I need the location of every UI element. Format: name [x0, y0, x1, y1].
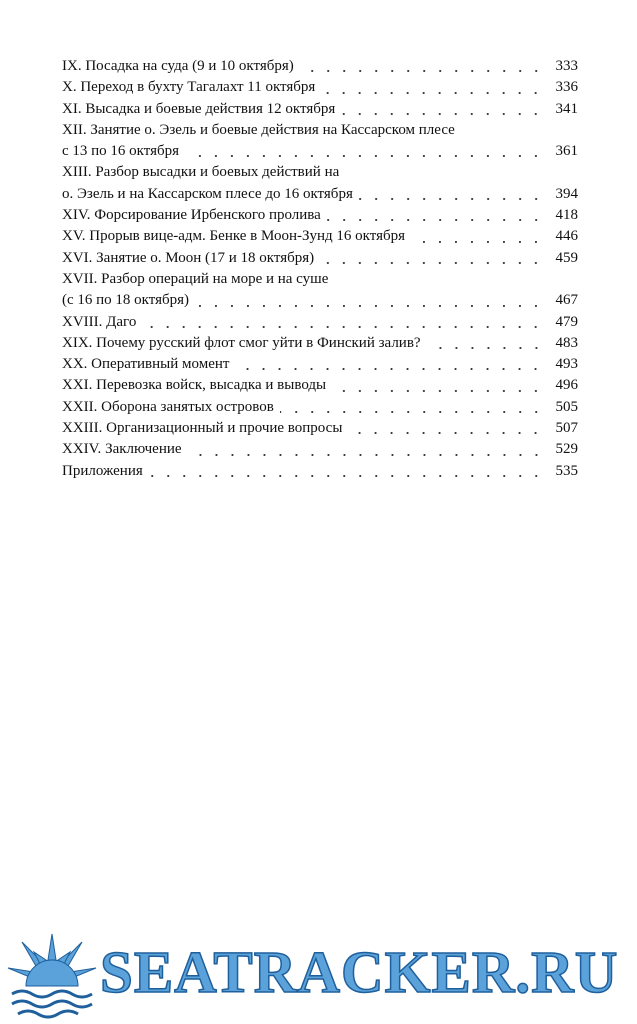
toc-entry-text: Перевозка войск, высадка и выводы — [96, 377, 327, 394]
toc-page-number: 535 — [555, 462, 578, 479]
dot-leader — [235, 368, 544, 370]
toc-entry — [62, 461, 578, 482]
toc-entry — [62, 99, 578, 120]
toc-entry-text: Занятие о. Эзель и боевые действия на Кассарском плесе — [90, 121, 455, 138]
dot-leader — [321, 92, 544, 94]
toc-entry-title — [62, 375, 550, 396]
toc-page-number: 505 — [555, 398, 578, 415]
toc-entry — [62, 375, 578, 396]
dot-leader — [411, 241, 544, 243]
toc-entry-text-continued: о. Эзель и на Кассарском плесе до 16 октября — [62, 185, 353, 202]
toc-entry — [62, 226, 578, 247]
toc-entry-text: Форсирование Ирбенского пролива — [94, 207, 321, 224]
toc-entry-text: Почему русский флот смог уйти в Финский залив? — [96, 334, 421, 351]
toc-entry — [62, 333, 578, 354]
toc-page-number: 496 — [555, 377, 578, 394]
toc-entry-title — [62, 56, 550, 77]
toc-entry — [62, 354, 578, 375]
toc-page-number: 361 — [555, 143, 578, 160]
toc-entry-text: Приложения — [62, 462, 143, 479]
toc-entry-number: XV. — [62, 228, 86, 245]
toc-page-number: 507 — [555, 420, 578, 437]
dot-leader — [149, 475, 544, 477]
toc-page-number: 479 — [555, 313, 578, 330]
dot-leader — [359, 198, 544, 200]
dot-leader — [332, 390, 544, 392]
toc-page-number: 529 — [555, 441, 578, 458]
toc-page-number: 394 — [555, 185, 578, 202]
toc-entry-title — [62, 77, 550, 98]
toc-entry-number: XIX. — [62, 334, 93, 351]
toc-page-number: 418 — [555, 207, 578, 224]
toc-entry-title — [62, 333, 550, 354]
toc-entry-text-continued: (с 16 по 18 октября) — [62, 292, 190, 309]
toc-entry-text: Занятие о. Моон (17 и 18 октября) — [96, 249, 315, 266]
toc-page-number: 341 — [555, 100, 578, 117]
toc-entry-title — [62, 439, 550, 460]
toc-entry — [62, 312, 578, 333]
toc-entry-number: XVIII. — [62, 313, 103, 330]
sun-sea-icon — [4, 930, 100, 1022]
toc-entry-number: X. — [62, 79, 77, 96]
watermark-text: SEATRACKER.RU — [100, 939, 619, 1005]
toc-entry-text: Высадка и боевые действия 12 октября — [85, 100, 336, 117]
toc-page-number: 333 — [555, 58, 578, 74]
dot-leader — [341, 113, 544, 115]
dot-leader — [327, 219, 544, 221]
toc-page-number: 493 — [555, 356, 578, 373]
toc-entry-title — [62, 248, 550, 269]
toc-entry-title — [62, 269, 550, 312]
toc-entry-title — [62, 418, 550, 439]
toc-entry-title — [62, 205, 550, 226]
toc-entry-number: XII. — [62, 121, 87, 138]
toc-entry — [62, 418, 578, 439]
toc-entry-text: Разбор высадки и боевых действий на — [95, 164, 340, 181]
toc-entry — [62, 56, 578, 77]
dot-leader — [300, 70, 544, 72]
toc-entry-text: Разбор операций на море и на суше — [101, 270, 329, 287]
toc-entry — [62, 439, 578, 460]
toc-entry-text: Оперативный момент — [91, 356, 230, 373]
toc-entry-title — [62, 397, 550, 418]
toc-page-number: 446 — [555, 228, 578, 245]
watermark — [0, 924, 637, 1024]
toc-entry — [62, 162, 578, 205]
toc-entry-title — [62, 120, 550, 163]
dot-leader — [188, 454, 544, 456]
toc-entry-number: XI. — [62, 100, 82, 117]
toc-entry-text: Даго — [106, 313, 137, 330]
toc-entry-text: Посадка на суда (9 и 10 октября) — [85, 58, 294, 74]
toc-page-number: 467 — [555, 292, 578, 309]
toc-page-number: 483 — [555, 334, 578, 351]
toc-entry — [62, 248, 578, 269]
toc-entry-title — [62, 226, 550, 247]
toc-entry — [62, 269, 578, 312]
toc-entry-text: Заключение — [105, 441, 182, 458]
dot-leader — [142, 326, 544, 328]
dot-leader — [195, 305, 544, 307]
toc-entry-number: XXIV. — [62, 441, 102, 458]
toc-entry-title — [62, 354, 550, 375]
toc-entry-text: Организационный и прочие вопросы — [106, 420, 343, 437]
toc-entry-title — [62, 99, 550, 120]
dot-leader — [185, 155, 544, 157]
dot-leader — [427, 347, 544, 349]
dot-leader — [280, 411, 544, 413]
toc-entry-number: XIII. — [62, 164, 92, 181]
toc-entry-text: Прорыв вице-адм. Бенке в Моон-Зунд 16 октября — [89, 228, 406, 245]
dot-leader — [320, 262, 544, 264]
toc-entry-number: XXIII. — [62, 420, 103, 437]
table-of-contents — [62, 56, 578, 482]
toc-entry-text: Оборона занятых островов — [101, 398, 274, 415]
dot-leader — [348, 432, 544, 434]
toc-entry-title — [62, 461, 550, 482]
toc-entry-title — [62, 162, 550, 205]
toc-entry-text-continued: с 13 по 16 октября — [62, 143, 180, 160]
toc-entry-number: XXII. — [62, 398, 98, 415]
toc-entry — [62, 205, 578, 226]
toc-entry — [62, 120, 578, 163]
toc-entry — [62, 77, 578, 98]
toc-entry-number: XVI. — [62, 249, 93, 266]
toc-page-number: 459 — [555, 249, 578, 266]
toc-entry-number: XVII. — [62, 270, 98, 287]
toc-entry-text: Переход в бухту Тагалахт 11 октября — [80, 79, 316, 96]
toc-entry-number: XX. — [62, 356, 88, 373]
toc-entry-number: IX. — [62, 58, 82, 74]
toc-entry-number: XIV. — [62, 207, 91, 224]
toc-page-number: 336 — [555, 79, 578, 96]
toc-entry-title — [62, 312, 550, 333]
toc-entry-number: XXI. — [62, 377, 93, 394]
toc-entry — [62, 397, 578, 418]
